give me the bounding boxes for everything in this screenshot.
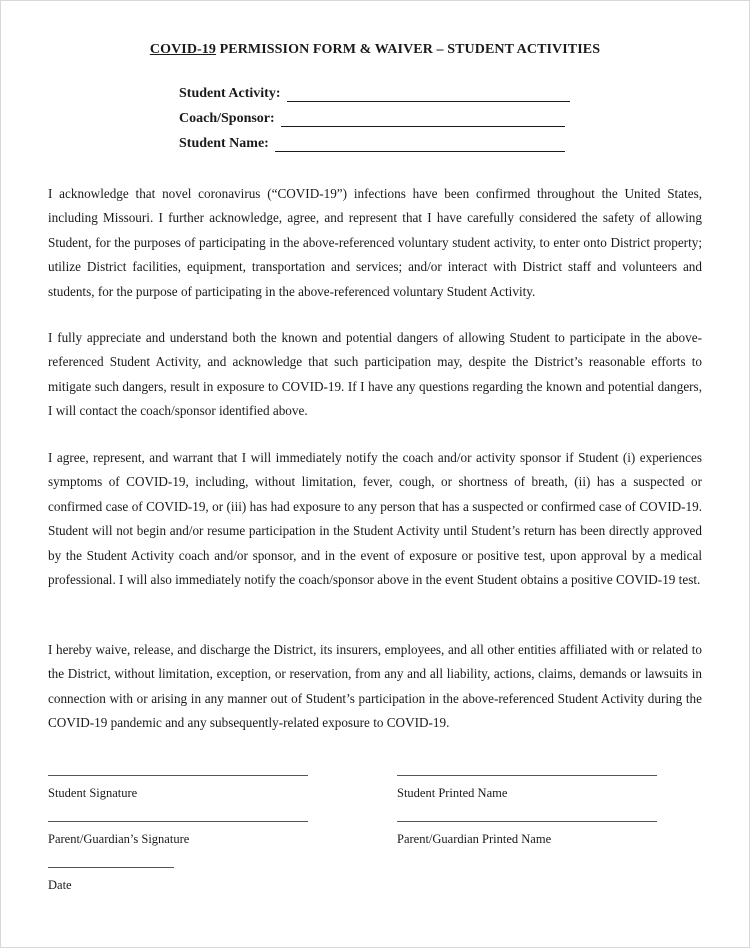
student-name-label: Student Name: bbox=[179, 136, 269, 151]
paragraph-acknowledge: I acknowledge that novel coronavirus (“COVID-19”) infections have been confirmed throughout the United States, including Missouri. I further acknowledge, agree, and represent that I have carefully considered the safety of allowing Student, for the purposes of participating in the above-referenced voluntary student activity, to enter onto District property; utilize District facilities, equipment, transportation and services; and/or interact with District staff and volunteers and students, for the purpose of participating in the above-referenced voluntary Student Activity. bbox=[48, 186, 702, 299]
student-name-row bbox=[179, 134, 565, 152]
parent-printed-name-label: Parent/Guardian Printed Name bbox=[397, 832, 552, 846]
paragraph-waive: I hereby waive, release, and discharge the District, its insurers, employees, and all other entities affiliated with or related to the District, without limitation, exception, or reservation, from any and all liability, actions, claims, demands or lawsuits in connection with or arising in any manner out of Student’s participation in the above-referenced Student Activity during the COVID-19 pandemic and any subsequently-related exposure to COVID-19. bbox=[48, 642, 702, 731]
paragraph-appreciate: I fully appreciate and understand both the known and potential dangers of allowing Student to participate in the above-referenced Student Activity, and acknowledge that such participation may, despite the District’s reasonable efforts to mitigate such dangers, result in exposure to COVID-19. If I have any questions regarding the known and potential dangers, I will contact the coach/sponsor identified above. bbox=[48, 330, 702, 419]
parent-printed-name-line[interactable] bbox=[397, 821, 657, 822]
coach-sponsor-line[interactable] bbox=[281, 112, 565, 127]
student-activity-line[interactable] bbox=[287, 87, 570, 102]
date-line[interactable] bbox=[48, 867, 174, 868]
parent-signature-label: Parent/Guardian’s Signature bbox=[48, 832, 190, 846]
student-name-line[interactable] bbox=[275, 137, 565, 152]
coach-sponsor-row bbox=[179, 109, 565, 127]
student-printed-name-line[interactable] bbox=[397, 775, 657, 776]
coach-sponsor-label: Coach/Sponsor: bbox=[179, 111, 275, 126]
student-signature-label: Student Signature bbox=[48, 786, 138, 800]
title-rest: PERMISSION FORM & WAIVER – STUDENT ACTIVITIES bbox=[216, 42, 601, 57]
student-signature-line[interactable] bbox=[48, 775, 308, 776]
form-title bbox=[0, 42, 750, 58]
title-covid: COVID-19 bbox=[149, 42, 217, 57]
student-activity-label: Student Activity: bbox=[179, 86, 281, 101]
paragraph-notify: I agree, represent, and warrant that I will immediately notify the coach and/or activity sponsor if Student (i) experiences symptoms of COVID-19, including, without limitation, fever, cough, or shortness of breath, (ii) has a suspected or confirmed case of COVID-19, or (iii) has had exposure to any person that has a suspected or confirmed case of COVID-19. Student will not begin and/or resume participation in the Student Activity until Student’s return has been directly approved by the Student Activity coach and/or sponsor, and in the event of exposure or positive test, upon approval by a medical professional. I will also immediately notify the coach/sponsor above in the event Student obtains a positive COVID-19 test. bbox=[48, 450, 702, 588]
student-activity-row bbox=[179, 84, 570, 102]
student-printed-name-label: Student Printed Name bbox=[397, 786, 508, 800]
parent-signature-line[interactable] bbox=[48, 821, 308, 822]
date-label: Date bbox=[48, 878, 72, 892]
